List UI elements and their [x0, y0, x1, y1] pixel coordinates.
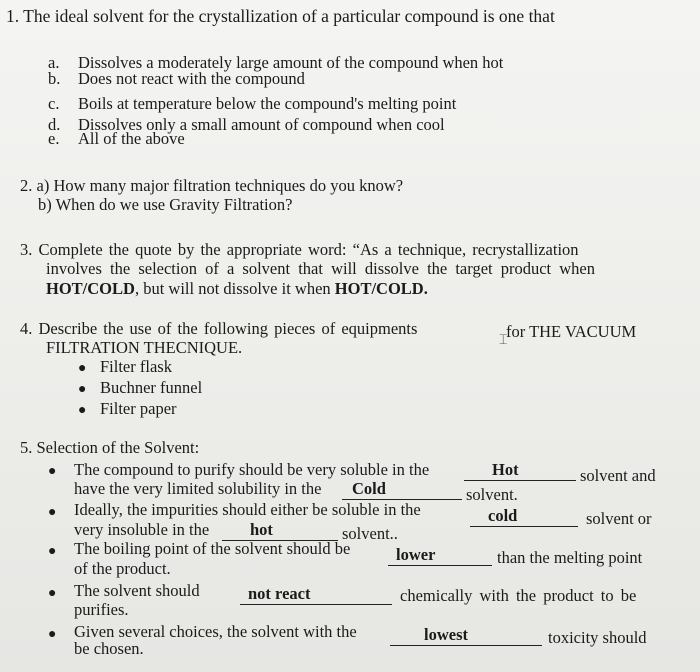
q5-b2-answer-hot: hot — [250, 520, 273, 539]
q5-b1-answer-hot: Hot — [492, 460, 519, 479]
bullet-icon: ● — [78, 382, 87, 397]
q3-line-2: involves the selection of a solvent that will dissolve the target product when — [46, 259, 596, 278]
q5-b2-answer-cold: cold — [488, 506, 518, 525]
bullet-icon: ● — [48, 505, 57, 520]
text-cursor-icon: ⌶ — [499, 332, 508, 348]
q5-b1-blank-2 — [342, 479, 462, 500]
q4-item-buchner-funnel: Buchner funnel — [100, 378, 203, 397]
q5-b1-answer-cold: Cold — [352, 479, 386, 498]
q5-b3-line1-end: than the melting point — [497, 548, 643, 567]
bullet-icon: ● — [48, 627, 57, 642]
bullet-icon: ● — [48, 586, 57, 601]
q5-b2-line1-end: solvent or — [586, 509, 652, 528]
q1-stem: 1. The ideal solvent for the crystallization of a particular compound is one that — [6, 6, 555, 26]
q5-b4-line1-end: chemically with the product to be — [400, 586, 637, 605]
q5-b1-line1-end: solvent and — [580, 466, 656, 485]
q1-option-e-letter: e. — [48, 129, 60, 148]
q1-option-b-letter: b. — [48, 69, 61, 88]
q5-b1-line2: have the very limited solubility in the — [74, 479, 322, 498]
q5-b5-line2: be chosen. — [74, 639, 144, 658]
q5-b2-blank-1 — [470, 506, 578, 527]
q3-line-3-mid: , but will not dissolve it when — [134, 279, 335, 298]
q3-line-1: 3. Complete the quote by the appropriate word: “As a technique, recrystallization — [20, 240, 579, 259]
q5-b3-line1: The boiling point of the solvent should be — [74, 539, 351, 558]
q5-b2-line1: Ideally, the impurities should either be soluble in the — [74, 500, 421, 519]
q1-option-d-text: Dissolves only a small amount of compound when cool — [78, 115, 445, 134]
q1-option-b-text: Does not react with the compound — [78, 69, 305, 88]
q5-b3-answer-lower: lower — [396, 545, 436, 564]
q5-b5-line1: Given several choices, the solvent with the — [74, 622, 357, 641]
q5-b2-line2: very insoluble in the — [74, 520, 210, 539]
q5-b4-answer-not-react: not react — [248, 584, 311, 603]
q5-b5-line1-end: toxicity should — [548, 628, 647, 647]
q4-item-filter-paper: Filter paper — [100, 399, 177, 418]
q5-b3-line2: of the product. — [74, 559, 171, 578]
q5-b3-blank — [388, 545, 492, 566]
q2-part-a: 2. a) How many major filtration techniques do you know? — [20, 176, 404, 195]
q1-option-c-letter: c. — [48, 94, 60, 113]
q5-b1-blank-1 — [464, 460, 576, 481]
q1-option-d-letter: d. — [48, 115, 61, 134]
q5-b4-line1: The solvent should — [74, 581, 200, 600]
q5-b1-line2-end: solvent. — [466, 485, 518, 504]
q5-b5-answer-lowest: lowest — [424, 625, 468, 644]
q4-line-2: FILTRATION THECNIQUE. — [46, 338, 243, 357]
q1-option-e-text: All of the above — [78, 129, 185, 148]
q4-line-1b: for THE VACUUM — [506, 322, 637, 341]
q5-b1-line1: The compound to purify should be very soluble in the — [74, 460, 430, 479]
q5-b5-blank — [390, 625, 542, 646]
q3-line-3 — [46, 279, 428, 299]
q4-line-1a: 4. Describe the use of the following pieces of equipments — [20, 319, 418, 338]
bullet-icon: ● — [48, 464, 57, 479]
q2-part-b: b) When do we use Gravity Filtration? — [38, 195, 293, 214]
q5-b4-line2: purifies. — [74, 600, 129, 619]
q3-answer-1: HOT/COLD — [46, 279, 135, 298]
q5-b2-blank-2 — [222, 520, 338, 541]
q5-title: 5. Selection of the Solvent: — [20, 438, 200, 457]
q1-option-a-text: Dissolves a moderately large amount of the compound when hot — [78, 53, 504, 72]
q5-b4-blank — [240, 584, 392, 605]
bullet-icon: ● — [48, 544, 57, 559]
q5-b2-line2-end: solvent.. — [342, 524, 398, 543]
bullet-icon: ● — [78, 403, 87, 418]
q1-option-a-letter: a. — [48, 53, 60, 72]
q1-option-c-text: Boils at temperature below the compound's melting point — [78, 94, 457, 113]
bullet-icon: ● — [78, 361, 87, 376]
q4-item-filter-flask: Filter flask — [100, 357, 172, 376]
q3-answer-2: HOT/COLD. — [334, 279, 428, 298]
